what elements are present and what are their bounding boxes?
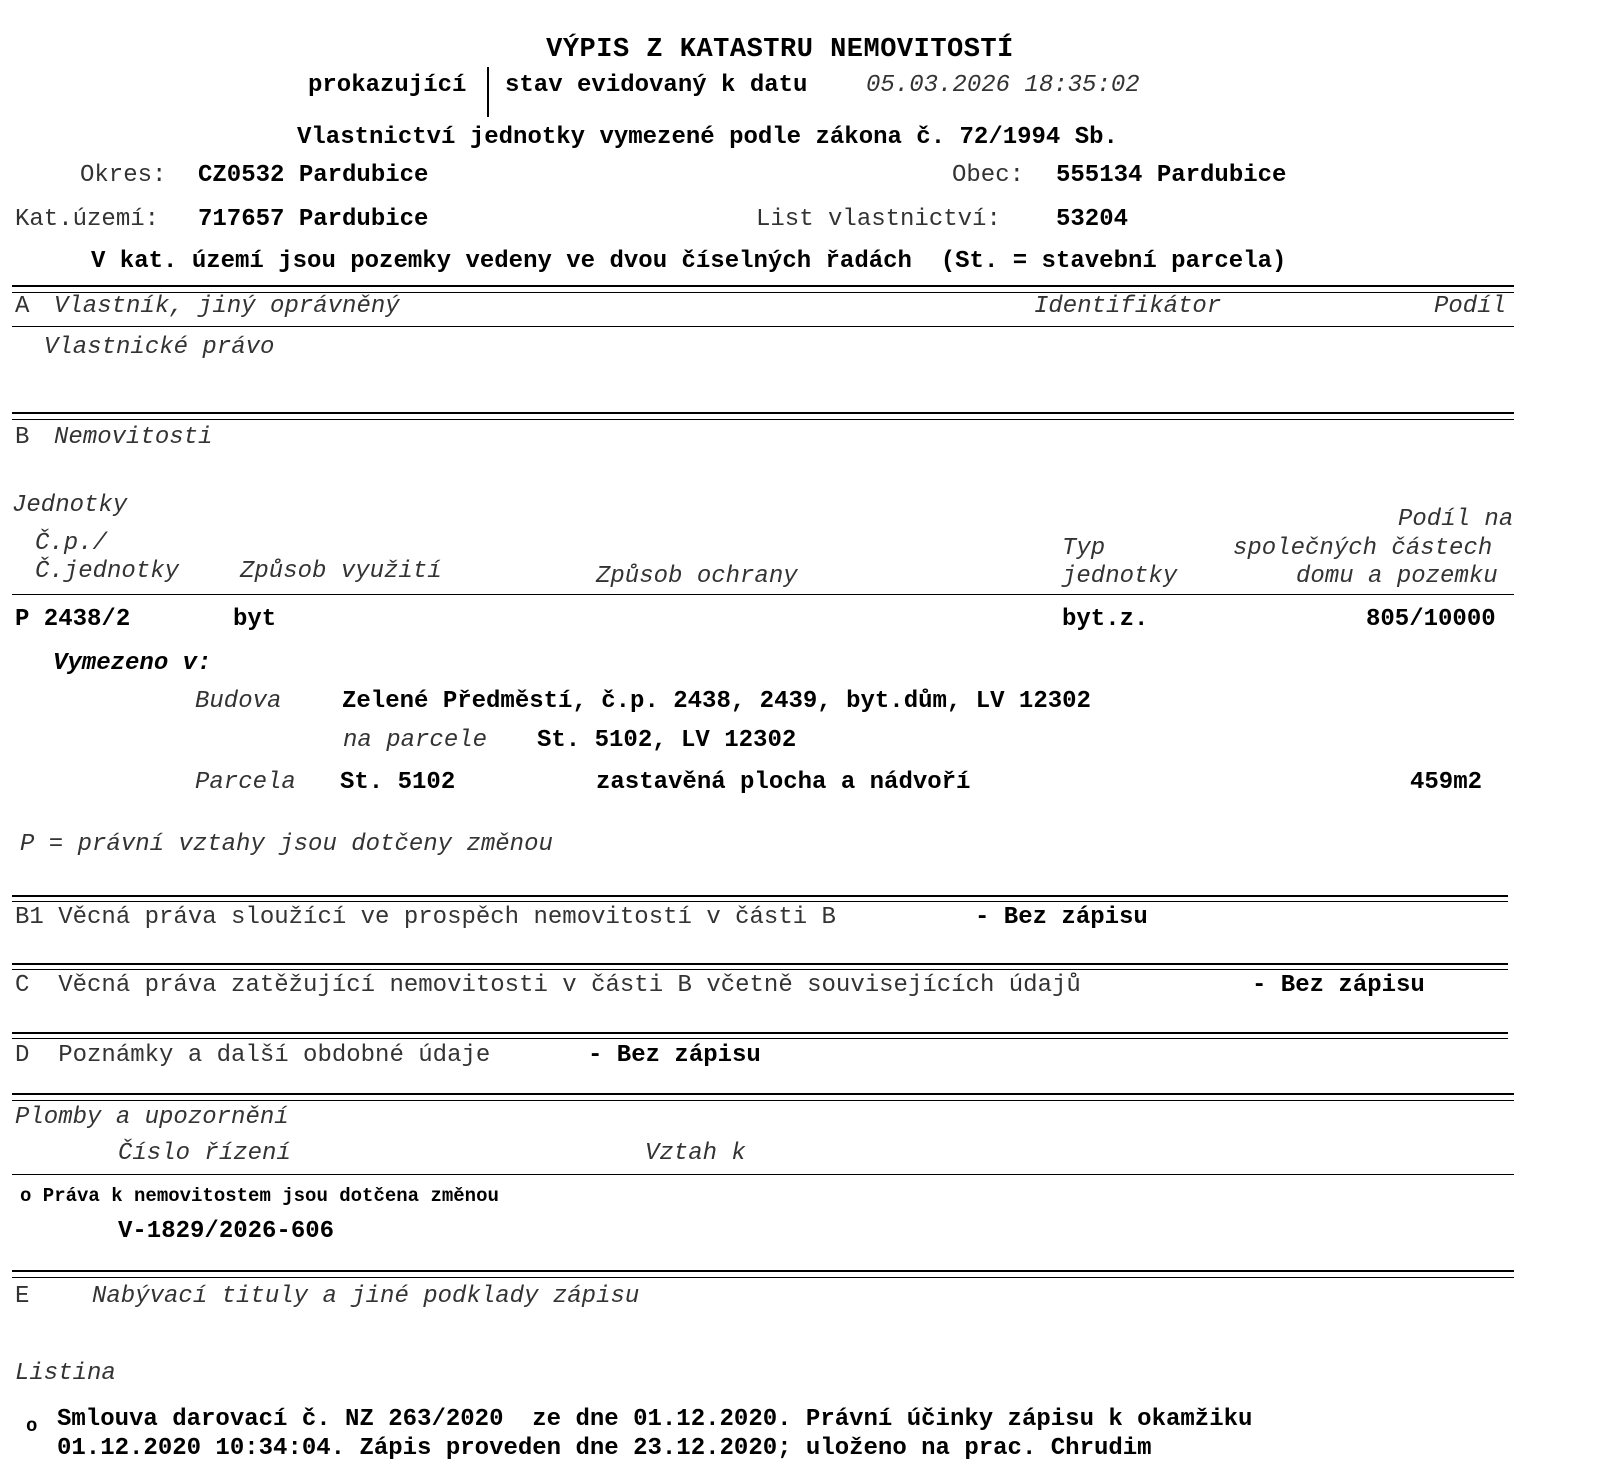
col-vztah-k: Vztah k [645,1140,746,1167]
subtitle-date: 05.03.2026 18:35:02 [866,72,1140,99]
divider [12,1093,1514,1095]
divider [12,1277,1514,1278]
section-e-title: Nabývací tituly a jiné podklady zápisu [92,1283,640,1310]
divider [12,1174,1514,1175]
divider [12,285,1514,287]
col-podil: Podíl [1434,293,1507,320]
section-d-status: - Bez zápisu [588,1042,761,1069]
jednotky-label: Jednotky [12,492,128,519]
document-title: VÝPIS Z KATASTRU NEMOVITOSTÍ [546,35,1014,65]
col-cislo-rizeni: Číslo řízení [118,1140,291,1167]
col-cp-line1: Č.p./ [35,530,108,557]
parcela-druh: zastavěná plocha a nádvoří [596,769,971,796]
parcela-label: Parcela [195,769,296,796]
section-e-letter: E [15,1283,30,1310]
okres-label: Okres: [80,162,167,189]
divider [12,1270,1514,1272]
unit-number: P 2438/2 [15,606,131,633]
col-typ-line2: jednotky [1062,563,1178,590]
vymezeno-label: Vymezeno v: [53,650,212,677]
col-zpusob-vyuziti: Způsob využití [240,558,442,585]
obec-label: Obec: [952,162,1025,189]
divider [12,1032,1508,1034]
unit-usage: byt [233,606,277,633]
parcela-vymera: 459m2 [1410,769,1483,796]
section-a-title: Vlastník, jiný oprávněný [54,293,400,320]
plomba-item-number: V-1829/2026-606 [118,1218,335,1245]
obec-value: 555134 Pardubice [1056,162,1287,189]
section-a-subtitle: Vlastnické právo [44,334,275,361]
section-c-text: C Věcná práva zatěžující nemovitosti v části B včetně souvisejících údajů [15,972,1081,999]
col-typ-line1: Typ [1062,535,1106,562]
unit-type: byt.z. [1062,606,1149,633]
section-b1-text: B1 Věcná práva sloužící ve prospěch nemovitostí v části B [15,904,836,931]
katuzemi-value: 717657 Pardubice [198,206,429,233]
divider [12,412,1514,414]
plomby-title: Plomby a upozornění [15,1104,289,1131]
divider [12,1038,1508,1039]
section-d-text: D Poznámky a další obdobné údaje [15,1042,491,1069]
divider [12,326,1514,327]
budova-label: Budova [195,688,282,715]
na-parcele-label: na parcele [343,727,488,754]
col-cp-line2: Č.jednotky [35,558,180,585]
na-parcele-value: St. 5102, LV 12302 [537,727,797,754]
plomba-item-text: o Práva k nemovitostem jsou dotčena změnou [20,1185,499,1207]
section-b1-status: - Bez zápisu [975,904,1148,931]
divider [12,963,1508,965]
parcela-value: St. 5102 [340,769,456,796]
section-b-letter: B [15,424,30,451]
divider [12,419,1514,420]
listina-line1: Smlouva darovací č. NZ 263/2020 ze dne 01.12.2020. Právní účinky zápisu k okamžiku [57,1406,1253,1433]
ownership-line: Vlastnictví jednotky vymezené podle zákona č. 72/1994 Sb. [297,124,1118,151]
katuzemi-label: Kat.území: [15,206,160,233]
divider [12,901,1508,902]
col-podil-line3: domu a pozemku [1296,563,1498,590]
divider [12,969,1508,970]
section-a-letter: A [15,293,30,320]
series-note: V kat. území jsou pozemky vedeny ve dvou číselných řadách (St. = stavební parcela) [91,248,1287,275]
listina-line2: 01.12.2020 10:34:04. Zápis proveden dne 23.12.2020; uloženo na prac. Chrudim [57,1435,1152,1462]
lv-label: List vlastnictví: [756,206,1001,233]
listina-label: Listina [15,1360,116,1387]
lv-value: 53204 [1056,206,1129,233]
col-podil-line2: společných částech [1233,535,1493,562]
text-cursor [487,67,489,117]
section-c-status: - Bez zápisu [1252,972,1425,999]
col-identifikator: Identifikátor [1034,293,1222,320]
divider [12,1100,1514,1101]
subtitle-mid: stav evidovaný k datu [505,72,808,99]
unit-share: 805/10000 [1366,606,1496,633]
okres-value: CZ0532 Pardubice [198,162,429,189]
legend-p: P = právní vztahy jsou dotčeny změnou [20,831,553,858]
col-zpusob-ochrany: Způsob ochrany [596,563,798,590]
budova-value: Zelené Předměstí, č.p. 2438, 2439, byt.dům, LV 12302 [342,688,1091,715]
col-podil-line1: Podíl na [1398,506,1514,533]
section-b-title: Nemovitosti [54,424,213,451]
subtitle-prefix: prokazující [308,72,467,99]
divider [12,594,1514,595]
listina-bullet: o [26,1415,38,1437]
divider [12,895,1508,897]
